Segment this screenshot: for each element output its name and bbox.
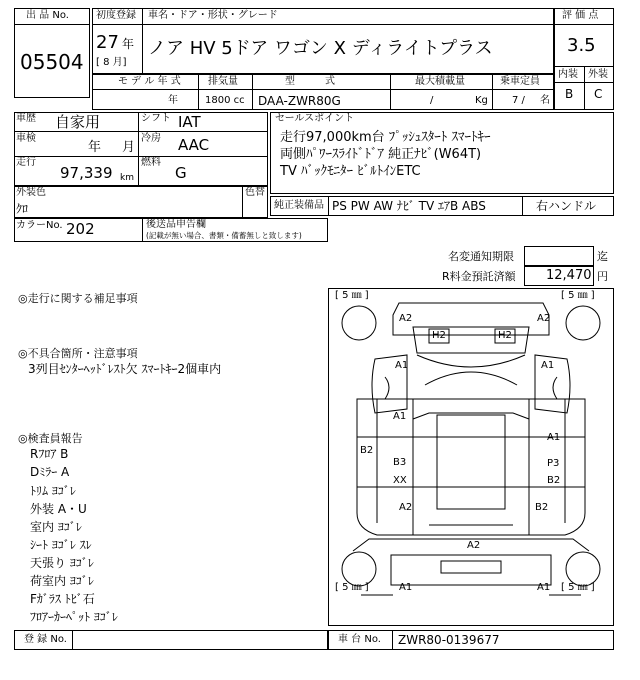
car-outline-diagram	[329, 289, 613, 625]
mileage-label: 走行	[16, 157, 36, 168]
inspector-line: ｼｰﾄ ﾖｺﾞﾚ ｽﾚ	[30, 538, 92, 552]
damage-mark: B2	[535, 502, 549, 513]
inspector-line: 荷室内 ﾖｺﾞﾚ	[30, 574, 94, 588]
rating-value: 3.5	[567, 35, 596, 56]
displacement-value: 1800 cc	[205, 95, 245, 106]
color-box	[14, 186, 268, 218]
exterior-value: C	[594, 87, 603, 101]
defects-label: ◎不具合箇所・注意事項	[18, 347, 138, 360]
car-name: ノア HV 5ドア ワゴン X ディライトプラス	[148, 38, 493, 59]
displacement-label: 排気量	[208, 76, 238, 87]
capacity-label: 乗車定員	[500, 76, 540, 87]
sales-points-label: セールスポイント	[275, 113, 355, 124]
first-reg-label: 初度登録	[96, 10, 136, 21]
first-reg-year: 27	[96, 32, 119, 53]
sales-point-line: TV ﾊﾞｯｸﾓﾆﾀｰ ﾋﾞﾙﾄｲﾝETC	[280, 164, 421, 179]
recycle-unit: 円	[597, 270, 608, 283]
tire-depth-label: [ 5 ㎜ ]	[335, 582, 369, 593]
first-reg-month: [ 8 月]	[96, 57, 127, 68]
deadline-label: 名変通知期限	[448, 250, 514, 263]
max-load-label: 最大積載量	[415, 76, 465, 87]
capacity-unit: 名	[540, 95, 550, 106]
equipment-value: PS PW AW ﾅﾋﾞ TV ｴｱB ABS	[332, 199, 486, 213]
damage-mark: A1	[395, 360, 409, 371]
color-no-value: 202	[66, 220, 95, 238]
recycle-label: R料金預託済額	[442, 270, 516, 283]
inspector-line: 外装 A・U	[30, 502, 87, 516]
damage-mark: H2	[498, 330, 512, 341]
rating-label: 評 価 点	[562, 10, 599, 21]
load-unit: Kg	[475, 95, 488, 106]
color-change-label: 色替	[245, 187, 265, 198]
history-value: 自家用	[55, 113, 101, 131]
damage-mark: A2	[399, 502, 413, 513]
inspection-label: 車検	[16, 133, 36, 144]
deadline-field	[524, 246, 594, 266]
defects-text: 3列目ｾﾝﾀｰﾍｯﾄﾞﾚｽﾄ欠 ｽﾏｰﾄｷｰ2個車内	[28, 362, 222, 376]
damage-mark: A1	[393, 411, 407, 422]
registration-label: 登 録 No.	[24, 634, 67, 645]
chassis-label: 車 台 No.	[338, 634, 381, 645]
deadline-unit: 迄	[597, 250, 608, 263]
inspector-line: Rﾌﾛｱ B	[30, 447, 69, 461]
type-label: 型 式	[285, 76, 335, 87]
inspection-year: 年	[88, 140, 102, 155]
damage-mark: B2	[547, 475, 561, 486]
fuel-label: 燃料	[141, 157, 161, 168]
color-no-label: カラーNo.	[16, 220, 63, 231]
driving-remarks-label: ◎走行に関する補足事項	[18, 292, 138, 305]
damage-mark: A1	[547, 432, 561, 443]
aftermarket-note: (記載が無い場合、書類・備蓄無しと致します)	[146, 231, 302, 240]
mileage-unit: km	[120, 173, 134, 183]
type-value: DAA-ZWR80G	[258, 94, 341, 108]
damage-mark: A1	[537, 582, 551, 593]
tire-depth-label: [ 5 ㎜ ]	[561, 290, 595, 301]
inspector-line: Dﾐﾗｰ A	[30, 465, 70, 479]
inspector-line: 室内 ﾖｺﾞﾚ	[30, 520, 82, 534]
fuel-value: G	[175, 164, 187, 182]
damage-mark: A1	[541, 360, 555, 371]
recycle-value: 12,470	[546, 268, 592, 283]
tire-depth-label: [ 5 ㎜ ]	[335, 290, 369, 301]
damage-mark: A1	[399, 582, 413, 593]
interior-label: 内装	[558, 69, 578, 80]
tire-depth-label: [ 5 ㎜ ]	[561, 582, 595, 593]
damage-mark: A2	[467, 540, 481, 551]
inspector-line: 天張り ﾖｺﾞﾚ	[30, 556, 94, 570]
first-reg-year-unit: 年	[122, 37, 135, 51]
damage-mark: A2	[537, 313, 551, 324]
history-label: 車歴	[16, 113, 36, 124]
equipment-label: 純正装備品	[274, 200, 324, 211]
inspector-line: ﾄﾘﾑ ﾖｺﾞﾚ	[30, 484, 76, 498]
car-info-label: 車名・ドア・形状・グレード	[148, 10, 278, 21]
damage-mark: A2	[399, 313, 413, 324]
model-year-value: 年	[168, 95, 178, 106]
damage-mark: P3	[547, 458, 560, 469]
chassis-value: ZWR80-0139677	[398, 633, 500, 647]
inspector-label: ◎検査員報告	[18, 432, 83, 445]
inspection-month: 月	[122, 140, 136, 155]
inspector-line: Fｶﾞﾗｽ ﾄﾋﾞ石	[30, 592, 95, 606]
damage-mark: H2	[432, 330, 446, 341]
interior-value: B	[565, 87, 574, 101]
shift-label: シフト	[141, 113, 171, 124]
lot-label: 出 品 No.	[26, 10, 69, 21]
ac-label: 冷房	[141, 133, 161, 144]
ac-value: AAC	[178, 136, 210, 154]
sales-point-line: 両側ﾊﾟﾜｰｽﾗｲﾄﾞﾄﾞｱ 純正ﾅﾋﾞ(W64T)	[280, 147, 482, 162]
exterior-color-label: 外装色	[16, 187, 46, 198]
steering-value: 右ハンドル	[536, 199, 597, 213]
mileage-value: 97,339	[60, 164, 113, 182]
car-diagram	[328, 288, 614, 626]
exterior-label: 外装	[588, 69, 608, 80]
shift-value: IAT	[178, 113, 201, 131]
sales-point-line: 走行97,000km台 ﾌﾟｯｼｭｽﾀｰﾄ ｽﾏｰﾄｷｰ	[280, 130, 491, 145]
damage-mark: XX	[393, 475, 407, 486]
inspector-line: ﾌﾛｱｰｶｰﾍﾟｯﾄ ﾖｺﾞﾚ	[30, 610, 118, 624]
damage-mark: B3	[393, 457, 407, 468]
damage-mark: B2	[360, 445, 374, 456]
capacity-value: 7 /	[512, 95, 525, 106]
model-year-label: モ デ ル 年 式	[118, 76, 181, 87]
exterior-color-value: ｸﾛ	[16, 202, 29, 216]
load-value: /	[430, 95, 434, 106]
lot-number: 05504	[20, 50, 84, 74]
aftermarket-label: 後送品申告欄	[146, 219, 206, 230]
